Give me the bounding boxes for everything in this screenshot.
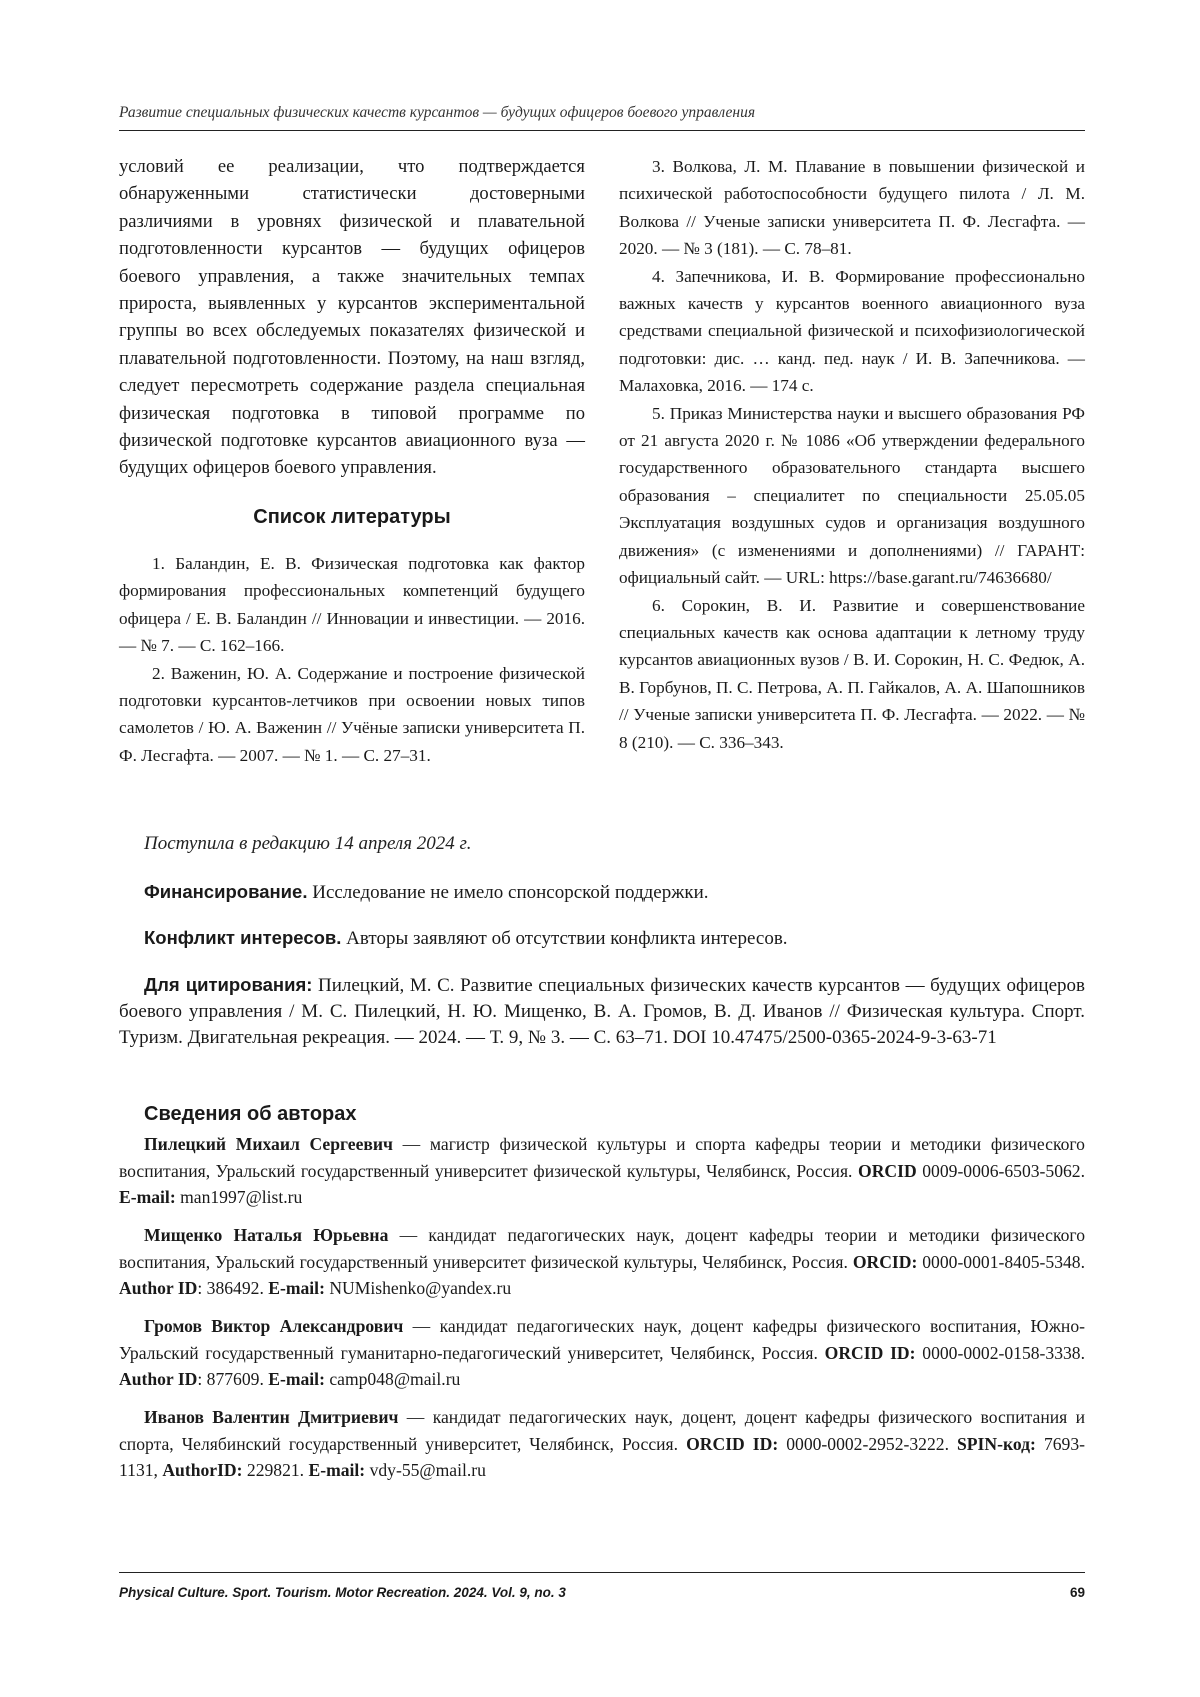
author-name: Иванов Валентин Дмитриевич bbox=[144, 1407, 399, 1427]
references-heading: Список литературы bbox=[253, 505, 451, 528]
author-id-value: man1997@list.ru bbox=[175, 1187, 303, 1208]
author-id-label: AuthorID: bbox=[162, 1460, 243, 1481]
citation-note bbox=[119, 972, 1085, 1051]
page-number: 69 bbox=[1069, 1585, 1085, 1600]
author-id-value: NUMishenko@yandex.ru bbox=[324, 1278, 512, 1299]
author-id-label: E-mail: bbox=[268, 1369, 325, 1390]
author-entry bbox=[119, 1404, 1085, 1484]
authors-heading: Сведения об авторах bbox=[144, 1103, 357, 1125]
conflict-label: Конфликт интересов. bbox=[144, 927, 342, 948]
funding-note bbox=[119, 879, 1085, 906]
author-description: — магистр физической культуры и спорта кафедры теории и методики физического воспитания, Уральский государственный университет физической культуры, Челябинск, Россия. bbox=[119, 1134, 1085, 1181]
reference-item: 2. Важенин, Ю. А. Содержание и построение физической подготовки курсантов-летчиков при освоении новых типов самолетов / Ю. А. Важенин // Учёные записки университета П. Ф. Лесгафта. — 2007. — № 1. — С. 27–31. bbox=[119, 663, 585, 765]
author-entry bbox=[119, 1313, 1085, 1393]
header-rule bbox=[119, 130, 1085, 131]
author-id-label: ORCID ID: bbox=[824, 1342, 916, 1363]
author-id-label: Author ID bbox=[119, 1369, 198, 1390]
author-id-label: Author ID bbox=[119, 1278, 198, 1299]
author-description: — кандидат педагогических наук, доцент кафедры физического воспитания, Южно-Уральский государственный гуманитарно-педагогический университет, Челябинск, Россия. bbox=[119, 1316, 1085, 1363]
author-name: Громов Виктор Александрович bbox=[144, 1316, 404, 1336]
reference-item: 5. Приказ Министерства науки и высшего образования РФ от 21 августа 2020 г. № 1086 «Об утверждении федерального государственного образовательного стандарта высшего образования – специалитет по специальности 25.05.05 Эксплуатация воздушных судов и организация воздушного движения» (с изменениями и дополнениями) // ГАРАНТ: официальный сайт. — URL: https://base.garant.ru/74636680/ bbox=[619, 403, 1085, 588]
author-id-value: camp048@mail.ru bbox=[324, 1369, 461, 1390]
author-id-label: SPIN-код: bbox=[957, 1433, 1036, 1454]
author-id-value: 229821. bbox=[242, 1460, 309, 1481]
author-id-value: 0000-0002-2952-3222. bbox=[778, 1433, 957, 1454]
author-name: Пилецкий Михаил Сергеевич bbox=[144, 1134, 393, 1154]
author-id-value: 0009-0006-6503-5062. bbox=[916, 1160, 1085, 1181]
running-head: Развитие специальных физических качеств курсантов — будущих офицеров боевого управления bbox=[119, 104, 756, 121]
author-id-value: 7693-1131, bbox=[119, 1433, 1085, 1481]
reference-item: 4. Запечникова, И. В. Формирование профессионально важных качеств у курсантов военного авиационного вуза средствами специальной физической и психофизиологической подготовки: дис. … канд. пед. наук / И. В. Запечникова. — Малаховка, 2016. — 174 с. bbox=[619, 266, 1085, 396]
conflict-text: Авторы заявляют об отсутствии конфликта интересов. bbox=[341, 928, 788, 949]
citation-text: Пилецкий, М. С. Развитие специальных физических качеств курсантов — будущих офицеров боевого управления / М. С. Пилецкий, Н. Ю. Мищенко, В. А. Громов, В. Д. Иванов // Физическая культура. Спорт. Туризм. Двигательная рекреация. — 2024. — Т. 9, № 3. — С. 63–71. DOI 10.47475/2500-0365-2024-9-3-63-71 bbox=[119, 975, 1085, 1048]
author-id-value: : 877609. bbox=[197, 1369, 269, 1390]
right-column bbox=[619, 153, 1085, 756]
author-id-label: E-mail: bbox=[119, 1187, 176, 1208]
funding-label: Финансирование. bbox=[144, 881, 308, 902]
author-description: — кандидат педагогических наук, доцент кафедры теории и методики физического воспитания, Уральский государственный университет физической культуры, Челябинск, Россия. bbox=[119, 1225, 1085, 1272]
author-id-value: 0000-0002-0158-3338. bbox=[915, 1342, 1085, 1363]
author-id-value: vdy-55@mail.ru bbox=[365, 1460, 486, 1481]
body-paragraph: условий ее реализации, что подтверждается обнаруженными статистически достоверными различиями в уровнях физической и плавательной подготовленности курсантов — будущих офицеров боевого управления, а также значительных темпах прироста, выявленных у курсантов экспериментальной группы во всех обследуемых показателях физической и плавательной подготовленности. Поэтому, на наш взгляд, следует пересмотреть содержание раздела специальная физическая подготовка в типовой программе по физической подготовке курсантов авиационного вуза — будущих офицеров боевого управления. bbox=[119, 156, 585, 479]
footer-journal: Physical Culture. Sport. Tourism. Motor Recreation. 2024. Vol. 9, no. 3 bbox=[119, 1585, 566, 1600]
received-date: Поступила в редакцию 14 апреля 2024 г. bbox=[144, 833, 472, 854]
author-entry bbox=[119, 1222, 1085, 1302]
author-id-label: E-mail: bbox=[308, 1460, 366, 1481]
reference-item: 1. Баландин, Е. В. Физическая подготовка как фактор формирования профессиональных компетенций будущего офицера / Е. В. Баландин // Инновации и инвестиции. — 2016. — № 7. — С. 162–166. bbox=[119, 553, 585, 656]
author-id-label: ORCID: bbox=[852, 1251, 918, 1272]
author-entry bbox=[119, 1131, 1085, 1211]
left-column bbox=[119, 153, 585, 769]
reference-item: 3. Волкова, Л. М. Плавание в повышении физической и психической работоспособности будущего пилота / Л. М. Волкова // Ученые записки университета П. Ф. Лесгафта. — 2020. — № 3 (181). — С. 78–81. bbox=[619, 157, 1085, 259]
author-name: Мищенко Наталья Юрьевна bbox=[144, 1225, 389, 1245]
funding-text: Исследование не имело спонсорской поддержки. bbox=[307, 882, 709, 903]
citation-label: Для цитирования: bbox=[144, 974, 313, 995]
reference-item: 6. Сорокин, В. И. Развитие и совершенствование специальных качеств как основа адаптации к летному труду курсантов авиационных вузов / В. И. Сорокин, Н. С. Федюк, А. В. Горбунов, П. С. Петрова, А. П. Гайкалов, А. А. Шапошников // Ученые записки университета П. Ф. Лесгафта. — 2022. — № 8 (210). — С. 336–343. bbox=[619, 595, 1085, 752]
author-description: — кандидат педагогических наук, доцент, доцент кафедры физического воспитания и спорта, Челябинский государственный университет, Челябинск, Россия. bbox=[119, 1407, 1085, 1454]
author-id-label: E-mail: bbox=[268, 1278, 325, 1299]
footer-rule bbox=[119, 1572, 1085, 1573]
author-id-value: : 386492. bbox=[197, 1278, 269, 1299]
author-id-label: ORCID ID: bbox=[686, 1433, 779, 1454]
conflict-note bbox=[119, 925, 1085, 952]
author-id-label: ORCID bbox=[858, 1160, 917, 1181]
author-id-value: 0000-0001-8405-5348. bbox=[917, 1251, 1085, 1272]
